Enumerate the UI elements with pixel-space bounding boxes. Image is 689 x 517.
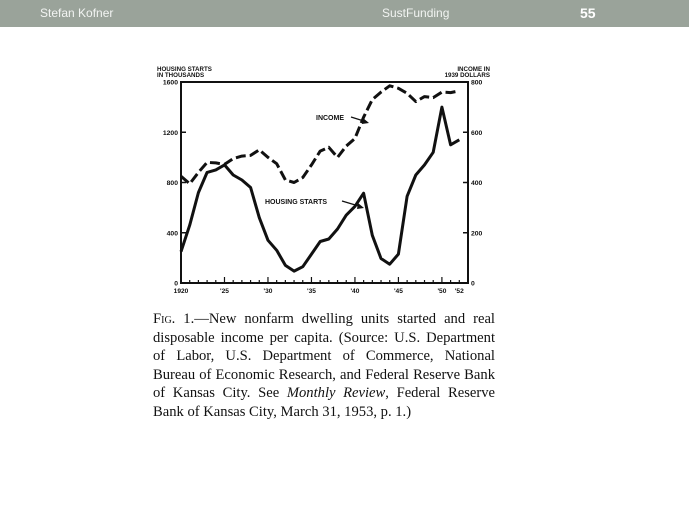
slide-header: [0, 0, 689, 27]
right-axis-label-line-1: INCOME IN: [457, 66, 490, 73]
left-axis-tick-label: 400: [166, 230, 178, 238]
left-axis-tick-label: 1200: [162, 129, 178, 137]
housing-starts-annotation: HOUSING STARTS: [265, 199, 328, 206]
series-lines: [181, 86, 459, 271]
course-title: SustFunding: [382, 6, 450, 20]
page-number: 55: [580, 5, 596, 21]
housing-starts-line: [181, 107, 459, 271]
left-axis-label-line-1: HOUSING STARTS: [157, 66, 212, 73]
axis-ticks: [163, 80, 483, 296]
author-name: Stefan Kofner: [40, 6, 114, 20]
right-axis-tick-label: 800: [471, 79, 483, 87]
housing-starts-annotation-arrowhead: [357, 203, 364, 209]
right-axis-label-line-2: 1939 DOLLARS: [444, 72, 490, 79]
right-axis-tick-label: 0: [471, 280, 475, 288]
caption-italic-title: Monthly Review: [286, 385, 386, 402]
x-axis-tick-label: '30: [263, 288, 273, 295]
x-axis-tick-label: '35: [307, 288, 316, 295]
figure-label: Fig. 1.: [153, 311, 195, 327]
caption-text: —New nonfarm dwelling units started and real disposable income per capita. (Source: U.S. Department of Labor, U.S. Department of Commerce, National Bureau of Economic Research, and Federal Reserve Bank of Kansas City. See: [153, 311, 495, 402]
right-axis-tick-label: 600: [471, 129, 483, 137]
housing-income-chart: [150, 62, 500, 307]
figure-caption: [153, 310, 495, 422]
left-axis-tick-label: 800: [166, 180, 178, 187]
x-axis-tick-label: 1920: [173, 288, 189, 295]
right-axis-tick-label: 400: [471, 180, 483, 187]
plot-frame: [181, 82, 468, 283]
right-axis-tick-label: 200: [471, 230, 483, 238]
caption-text-end: , Federal Reserve Bank of Kansas City, March 31, 1953, p. 1.): [153, 385, 496, 420]
income-annotation-arrowhead: [362, 118, 369, 124]
left-axis-tick-label: 0: [174, 280, 178, 288]
x-axis-tick-label: '50: [437, 288, 447, 295]
left-axis-label-line-2: IN THOUSANDS: [157, 72, 205, 79]
x-axis-tick-label: '40: [350, 288, 360, 295]
x-axis-tick-label: '45: [393, 288, 403, 295]
x-axis-tick-label: '52: [454, 288, 464, 295]
left-axis-tick-label: 1600: [162, 79, 178, 87]
income-line: [181, 86, 459, 184]
x-axis-tick-label: '25: [220, 288, 229, 295]
income-annotation: INCOME: [316, 115, 344, 122]
